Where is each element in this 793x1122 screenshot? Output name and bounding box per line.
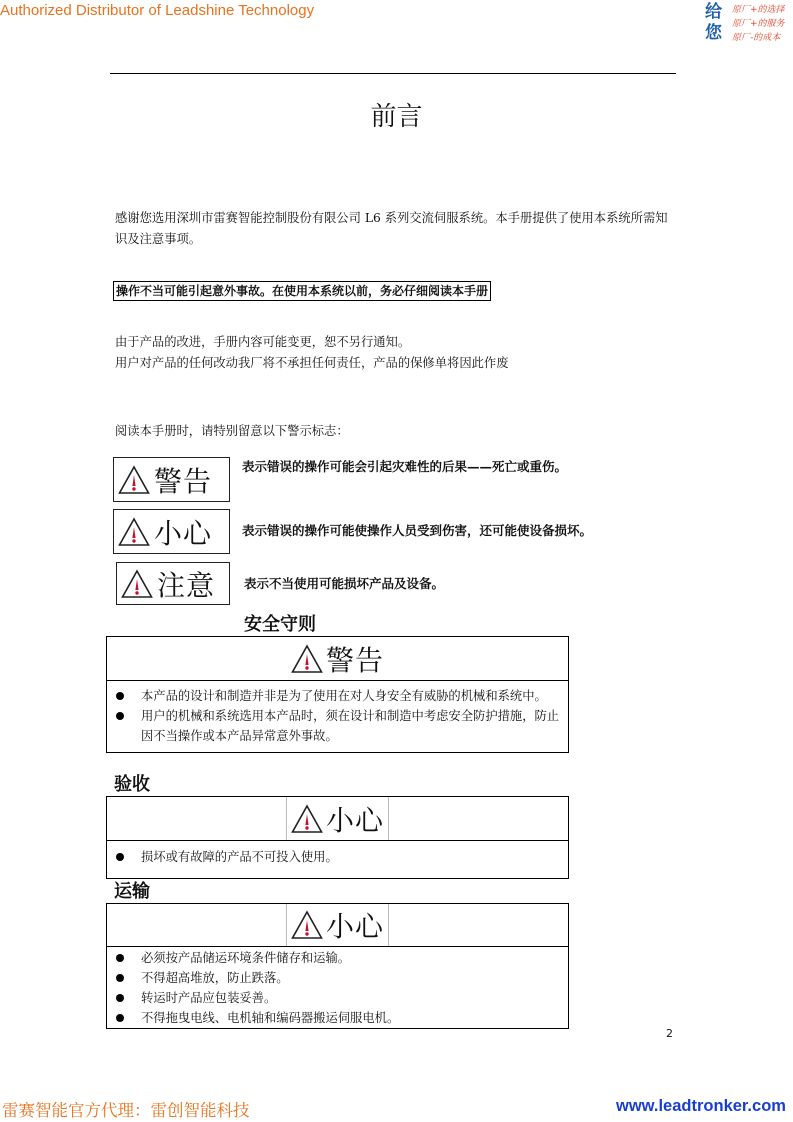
list-item: 不得拖曳电线、电机轴和编码器搬运伺服电机。 bbox=[107, 1008, 568, 1028]
safety-list bbox=[107, 681, 568, 752]
warning-sign bbox=[113, 457, 230, 502]
warning-triangle-icon bbox=[118, 465, 150, 495]
list-item: 用户的机械和系统选用本产品时，须在设计和制造中考虑安全防护措施，防止因不当操作或本产品异常意外事故。 bbox=[107, 706, 568, 746]
warning-triangle-icon bbox=[121, 569, 153, 599]
notice-sign-description: 表示不当使用可能损坏产品及设备。 bbox=[244, 576, 445, 591]
transport-list bbox=[107, 947, 568, 1028]
list-item: 本产品的设计和制造并非是为了使用在对人身安全有威胁的机械和系统中。 bbox=[107, 686, 568, 706]
safety-heading: 安全守则 bbox=[244, 614, 316, 635]
notice-line: 由于产品的改进，手册内容可能变更，恕不另行通知。 bbox=[115, 335, 411, 349]
acceptance-table-header bbox=[107, 797, 568, 841]
sign-label: 注意 bbox=[157, 568, 216, 602]
transport-table bbox=[106, 903, 569, 1029]
warning-triangle-icon bbox=[291, 910, 323, 940]
transport-heading: 运输 bbox=[114, 881, 150, 902]
list-item: 不得超高堆放，防止跌落。 bbox=[107, 968, 568, 988]
slogan-logo bbox=[705, 2, 793, 46]
intro-paragraph: 感谢您选用深圳市雷赛智能控制股份有限公司 L6 系列交流伺服系统。本手册提供了使用本系统所需知识及注意事项。 bbox=[115, 211, 668, 246]
warning-banner: 操作不当可能引起意外事故。在使用本系统以前，务必仔细阅读本手册 bbox=[113, 281, 491, 301]
table-header-label: 警告 bbox=[325, 643, 384, 677]
safety-table bbox=[106, 636, 569, 753]
header-rule bbox=[110, 73, 676, 74]
acceptance-list bbox=[107, 841, 568, 878]
sign-label: 小心 bbox=[154, 516, 213, 550]
warning-sign-description: 表示错误的操作可能会引起灾难性的后果——死亡或重伤。 bbox=[242, 459, 568, 474]
slogan-lines: 原厂+的选择 原厂+的服务 原厂-的成本 bbox=[732, 5, 785, 43]
caution-sign bbox=[113, 509, 230, 554]
transport-table-header bbox=[107, 904, 568, 947]
footer-website-link[interactable]: www.leadtronker.com bbox=[616, 1097, 786, 1115]
notice-paragraph bbox=[115, 332, 677, 374]
acceptance-table bbox=[106, 796, 569, 879]
distributor-header: Authorized Distributor of Leadshine Technology bbox=[0, 2, 315, 19]
safety-table-header bbox=[107, 637, 568, 681]
acceptance-heading: 验收 bbox=[114, 774, 150, 795]
page-number: 2 bbox=[666, 1027, 673, 1040]
list-item: 必须按产品储运环境条件储存和运输。 bbox=[107, 948, 568, 968]
sign-label: 警告 bbox=[154, 464, 213, 498]
signs-intro: 阅读本手册时，请特别留意以下警示标志： bbox=[115, 424, 349, 438]
table-header-label: 小心 bbox=[325, 910, 384, 943]
notice-line: 用户对产品的任何改动我厂将不承担任何责任，产品的保修单将因此作废 bbox=[115, 356, 509, 370]
notice-sign bbox=[116, 562, 230, 605]
warning-triangle-icon bbox=[291, 804, 323, 834]
list-item: 转运时产品应包装妥善。 bbox=[107, 988, 568, 1008]
list-item: 损坏或有故障的产品不可投入使用。 bbox=[107, 847, 568, 867]
slogan-chars: 给 您 bbox=[705, 2, 722, 43]
warning-triangle-icon bbox=[291, 644, 323, 674]
table-header-label: 小心 bbox=[325, 803, 384, 837]
page-title: 前言 bbox=[370, 102, 423, 132]
warning-triangle-icon bbox=[118, 517, 150, 547]
footer-agent: 雷赛智能官方代理：雷创智能科技 bbox=[2, 1101, 250, 1120]
caution-sign-description: 表示错误的操作可能使操作人员受到伤害，还可能使设备损坏。 bbox=[242, 523, 593, 538]
